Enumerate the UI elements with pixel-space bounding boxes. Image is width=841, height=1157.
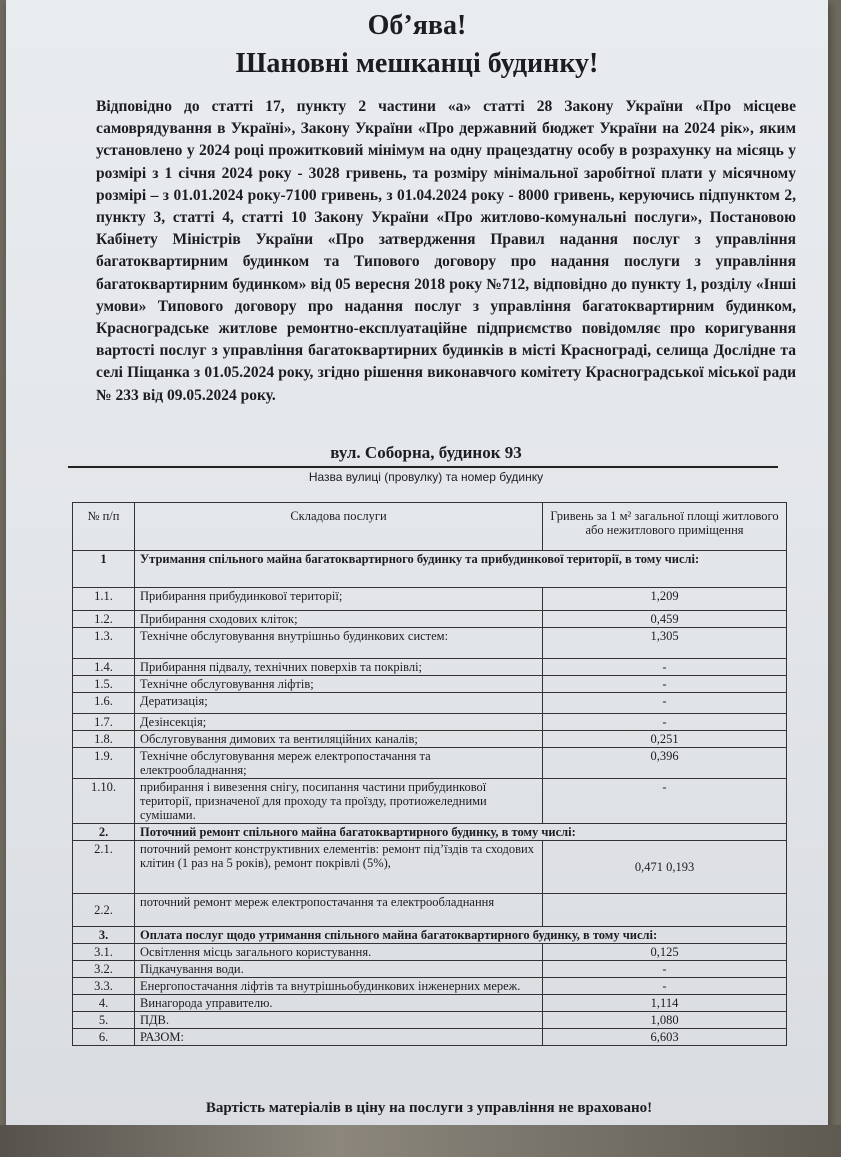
row-number: 2. xyxy=(73,824,135,841)
table-row xyxy=(73,779,787,824)
row-service: Підкачування води. xyxy=(135,961,543,978)
row-service: РАЗОМ: xyxy=(135,1029,543,1046)
row-service: Прибирання підвалу, технічних поверхів та покрівлі; xyxy=(135,659,543,676)
row-value: 0,251 xyxy=(543,731,787,748)
row-value: 1,080 xyxy=(543,1012,787,1029)
table-row xyxy=(73,841,787,894)
row-value: - xyxy=(543,961,787,978)
table-row xyxy=(73,961,787,978)
table-row xyxy=(73,659,787,676)
row-service: Оплата послуг щодо утримання спільного майна багатоквартирного будинку, в тому числі: xyxy=(135,927,787,944)
table-row xyxy=(73,894,787,927)
row-number: 1.3. xyxy=(73,628,135,659)
table-row xyxy=(73,676,787,693)
row-number: 1.6. xyxy=(73,693,135,714)
row-value: - xyxy=(543,659,787,676)
row-number: 1.2. xyxy=(73,611,135,628)
row-value: 1,209 xyxy=(543,588,787,611)
intro-paragraph: Відповідно до статті 17, пункту 2 частини «а» статті 28 Закону України «Про місцеве самоврядування в Україні», Закону України «Про державний бюджет України на 2024 рік», яким установлено у 2024 році прожитковий мінімум на одну працездатну особу в розрахунку на місяць у розмірі з 1 січня 2024 року - 3028 гривень, та розміру мінімальної заробітної плати у місячному розмірі – з 01.01.2024 року-7100 гривень, з 01.04.2024 року - 8000 гривень, керуючись підпунктом 2, пункту 3, статті 4, статті 10 Закону України «Про житлово-комунальні послуги», Постановою Кабінету Міністрів України «Про затвердження Правил надання послуг з управління багатоквартирним будинком та Типового договору про надання послуги з управління багатоквартирним будинком» від 05 вересня 2018 року №712, відповідно до пункту 1, розділу «Інші умови» Типового договору про надання послуг з управління багатоквартирним будинком, Красноградське житлове ремонтно-експлуатаційне підприємство повідомляє про коригування вартості послуг з управління багатоквартирних будинків в місті Краснограді, селища Дослідне та селі Піщанка з 01.05.2024 року, згідно рішення виконавчого комітету Красноградської міської ради № 233 від 09.05.2024 року. xyxy=(96,98,796,404)
row-number: 1 xyxy=(73,551,135,588)
row-number: 3.2. xyxy=(73,961,135,978)
row-value: - xyxy=(543,693,787,714)
row-service: поточний ремонт мереж електропостачання та електрообладнання xyxy=(135,894,543,927)
row-service: поточний ремонт конструктивних елементів: ремонт під’їздів та сходових клітин (1 раз на 5 років), ремонт покрівлі (5%), xyxy=(135,841,543,894)
row-number: 6. xyxy=(73,1029,135,1046)
row-service: Технічне обслуговування внутрішньо будинкових систем: xyxy=(135,628,543,659)
row-value xyxy=(543,894,787,927)
street-underline xyxy=(68,466,778,468)
table-row xyxy=(73,611,787,628)
notice-title: Об’ява! xyxy=(367,10,467,41)
row-service: Енергопостачання ліфтів та внутрішньобудинкових інженерних мереж. xyxy=(135,978,543,995)
table-row xyxy=(73,588,787,611)
row-number: 4. xyxy=(73,995,135,1012)
table-row xyxy=(73,551,787,588)
table-row xyxy=(73,1012,787,1029)
row-service: Освітлення місць загального користування. xyxy=(135,944,543,961)
table-row xyxy=(73,995,787,1012)
row-number: 1.9. xyxy=(73,748,135,779)
row-number: 1.7. xyxy=(73,714,135,731)
row-number: 3.1. xyxy=(73,944,135,961)
row-service: ПДВ. xyxy=(135,1012,543,1029)
row-number: 1.5. xyxy=(73,676,135,693)
notice-subtitle: Шановні мешканці будинку! xyxy=(235,48,599,79)
street-caption: Назва вулиці (провулку) та номер будинку xyxy=(308,470,544,484)
table-header-row xyxy=(73,503,787,551)
row-value: 0,125 xyxy=(543,944,787,961)
row-value: - xyxy=(543,779,787,824)
row-number: 5. xyxy=(73,1012,135,1029)
row-service: Дезінсекція; xyxy=(135,714,543,731)
row-service: Обслуговування димових та вентиляційних каналів; xyxy=(135,731,543,748)
row-number: 1.4. xyxy=(73,659,135,676)
table-row xyxy=(73,714,787,731)
row-service: Прибирання прибудинкової території; xyxy=(135,588,543,611)
row-service: Дератизація; xyxy=(135,693,543,714)
header-price: Гривень за 1 м² загальної площі житлового або нежитлового приміщення xyxy=(543,503,787,551)
row-value: 1,305 xyxy=(543,628,787,659)
row-service: Технічне обслуговування мереж електропостачання та електрообладнання; xyxy=(135,748,543,779)
row-service: Технічне обслуговування ліфтів; xyxy=(135,676,543,693)
row-number: 2.1. xyxy=(73,841,135,894)
row-number: 2.2. xyxy=(73,894,135,927)
materials-note: Вартість матеріалів в ціну на послуги з управління не враховано! xyxy=(205,1100,653,1116)
table-row xyxy=(73,731,787,748)
row-value: 6,603 xyxy=(543,1029,787,1046)
street-address: вул. Соборна, будинок 93 xyxy=(330,443,522,462)
row-service: Винагорода управителю. xyxy=(135,995,543,1012)
table-row xyxy=(73,824,787,841)
row-value: 0,471 0,193 xyxy=(543,841,787,894)
header-number: № п/п xyxy=(73,503,135,551)
table-row xyxy=(73,693,787,714)
fees-table xyxy=(72,502,787,1046)
row-number: 1.8. xyxy=(73,731,135,748)
row-number: 1.1. xyxy=(73,588,135,611)
row-value: 0,396 xyxy=(543,748,787,779)
row-value: - xyxy=(543,978,787,995)
header-service: Складова послуги xyxy=(135,503,543,551)
row-value: 1,114 xyxy=(543,995,787,1012)
row-service: Поточний ремонт спільного майна багатоквартирного будинку, в тому числі: xyxy=(135,824,787,841)
table-row xyxy=(73,1029,787,1046)
row-service: Утримання спільного майна багатоквартирного будинку та прибудинкової території, в тому числі: xyxy=(135,551,787,588)
row-service: прибирання і вивезення снігу, посипання частини прибудинкової території, призначеної для проходу та проїзду, протиожеледними сумішами. xyxy=(135,779,543,824)
table-row xyxy=(73,628,787,659)
row-service: Прибирання сходових кліток; xyxy=(135,611,543,628)
notice-sheet xyxy=(6,0,828,1140)
table-row xyxy=(73,748,787,779)
table-row xyxy=(73,927,787,944)
row-number: 1.10. xyxy=(73,779,135,824)
row-number: 3.3. xyxy=(73,978,135,995)
table-row xyxy=(73,978,787,995)
row-value: - xyxy=(543,714,787,731)
row-number: 3. xyxy=(73,927,135,944)
row-value: 0,459 xyxy=(543,611,787,628)
row-value: - xyxy=(543,676,787,693)
table-row xyxy=(73,944,787,961)
background-ground xyxy=(0,1125,841,1157)
